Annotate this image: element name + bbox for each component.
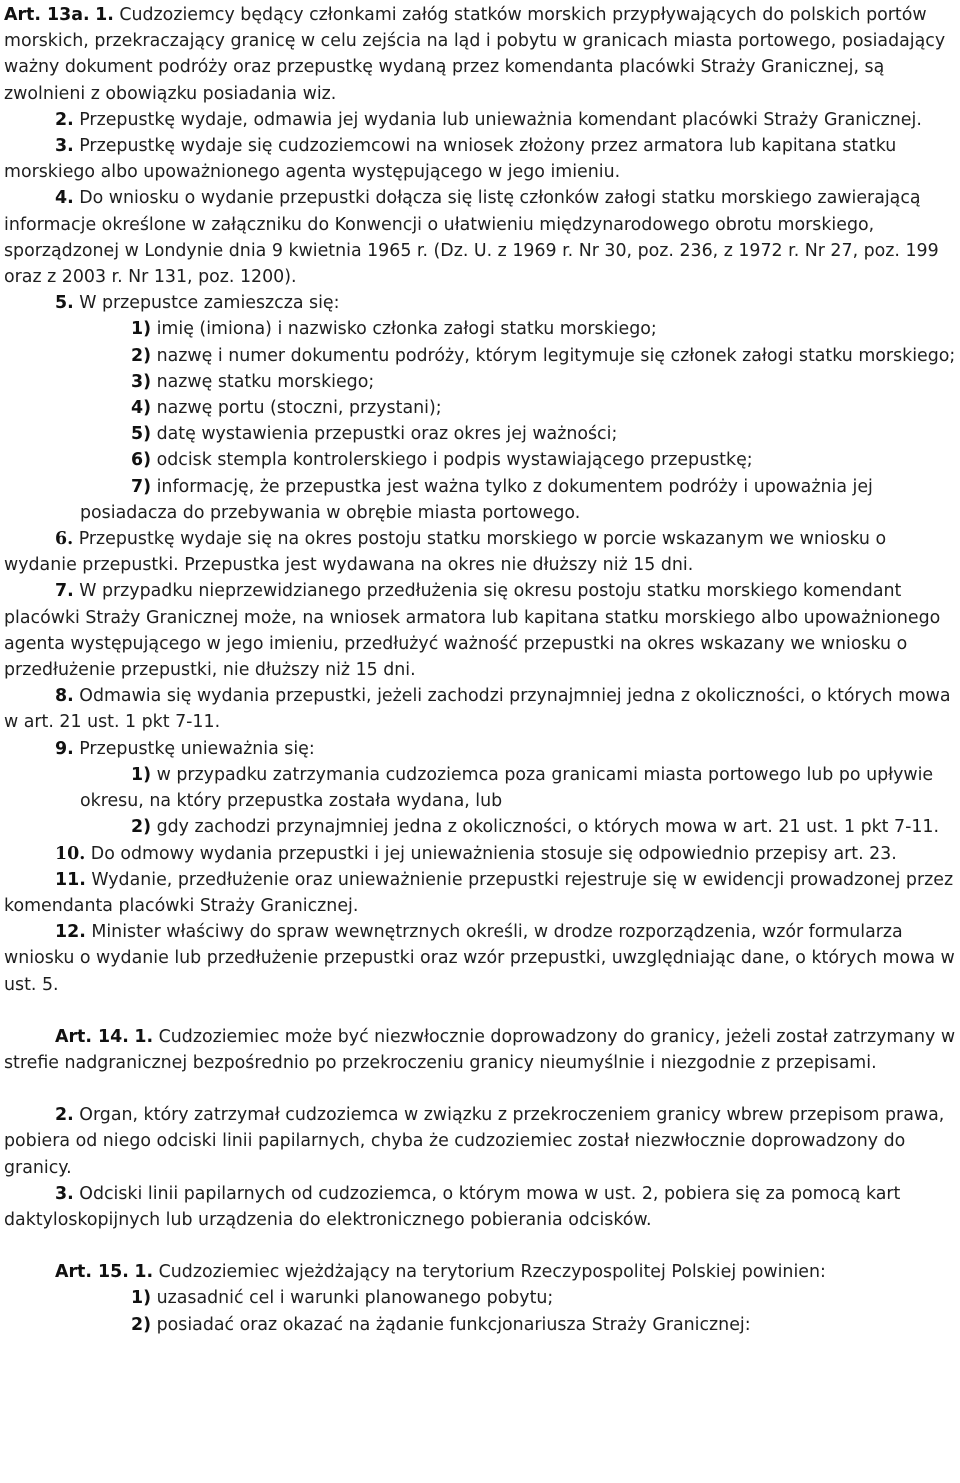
item-text: odcisk stempla kontrolerskiego i podpis wystawiającego przepustkę;	[156, 450, 753, 471]
para-number: 3.	[55, 136, 74, 157]
art13a-para-6	[4, 526, 956, 578]
item-text: gdy zachodzi przynajmniej jedna z okoliczności, o których mowa w art. 21 ust. 1 pkt 7-11.	[156, 817, 940, 838]
list-item	[4, 343, 956, 369]
para-number: 10.	[55, 843, 86, 864]
item-text: posiadać oraz okazać na żądanie funkcjonariusza Straży Granicznej:	[156, 1314, 751, 1335]
item-text: nazwę statku morskiego;	[156, 371, 375, 392]
para-text: Przepustkę wydaje się cudzoziemcowi na wniosek złożony przez armatora lub kapitana statku morskiego albo upoważnionego agenta występującego w jego imieniu.	[4, 136, 897, 183]
para-text: Odciski linii papilarnych od cudzoziemca, o którym mowa w ust. 2, pobiera się za pomocą kart daktyloskopijnych lub urządzenia do elektronicznego pobierania odcisków.	[4, 1183, 901, 1230]
para-number: 7.	[55, 581, 74, 602]
para-number: 11.	[55, 869, 86, 890]
item-number: 2)	[131, 345, 152, 366]
para-number: 4.	[55, 188, 74, 209]
item-number: 7)	[131, 476, 152, 497]
list-item	[4, 1312, 956, 1338]
art15-para-1	[4, 1259, 956, 1285]
document-page	[4, 2, 956, 1338]
para-number: 6.	[55, 529, 74, 550]
art13a-para-2	[4, 107, 956, 133]
para-text: Przepustkę wydaje, odmawia jej wydania lub unieważnia komendant placówki Straży Granicznej.	[79, 109, 922, 130]
para-text: Przepustkę wydaje się na okres postoju statku morskiego w porcie wskazanym we wniosku o wydanie przepustki. Przepustka jest wydawana na okres nie dłuższy niż 15 dni.	[4, 529, 887, 576]
art13a-para-12	[4, 919, 956, 998]
item-text: w przypadku zatrzymania cudzoziemca poza granicami miasta portowego lub po upływie okresu, na który przepustka została wydana, lub	[80, 764, 934, 812]
para-text: Do odmowy wydania przepustki i jej unieważnienia stosuje się odpowiednio przepisy art. 23.	[90, 843, 897, 864]
para-text: Odmawia się wydania przepustki, jeżeli zachodzi przynajmniej jedna z okoliczności, o których mowa w art. 21 ust. 1 pkt 7-11.	[4, 686, 951, 733]
item-text: datę wystawienia przepustki oraz okres jej ważności;	[156, 424, 618, 445]
article-heading: Art. 15.	[55, 1262, 129, 1283]
para-number: 12.	[55, 922, 86, 943]
item-text: nazwę portu (stoczni, przystani);	[156, 398, 442, 419]
para-number: 1.	[95, 5, 114, 25]
para-text: Do wniosku o wydanie przepustki dołącza się listę członków załogi statku morskiego zawierającą informacje określone w załączniku do Konwencji o ułatwieniu międzynarodowego obrotu morskiego, sporządzonej w Londynie dnia 9 kwietnia 1965 r. (Dz. U. z 1969 r. Nr 30, poz. 236, z 1972 r. Nr 27, poz. 199 oraz z 2003 r. Nr 131, poz. 1200).	[4, 188, 939, 288]
art13a-para-8	[4, 683, 956, 735]
item-number: 2)	[131, 1314, 152, 1335]
list-item	[4, 369, 956, 395]
item-number: 1)	[131, 319, 152, 340]
para-text: Przepustkę unieważnia się:	[79, 738, 315, 759]
item-text: nazwę i numer dokumentu podróży, którym legitymuje się członek załogi statku morskiego;	[156, 345, 956, 366]
item-number: 1)	[131, 764, 152, 785]
item-number: 2)	[131, 817, 152, 838]
art14-para-2	[4, 1102, 956, 1181]
para-text: Cudzoziemiec wjeżdżający na terytorium Rzeczypospolitej Polskiej powinien:	[158, 1262, 826, 1283]
para-text: Minister właściwy do spraw wewnętrznych określi, w drodze rozporządzenia, wzór formularza wniosku o wydanie lub przedłużenie przepustki oraz wzór przepustki, uwzględniając dane, o których mowa w ust. 5.	[4, 922, 955, 995]
item-text: uzasadnić cel i warunki planowanego pobytu;	[156, 1288, 554, 1309]
art14-para-3	[4, 1181, 956, 1233]
list-item	[4, 762, 956, 814]
item-number: 3)	[131, 371, 152, 392]
art13a-para-4	[4, 185, 956, 290]
list-item	[4, 447, 956, 473]
art13a-para-11	[4, 867, 956, 919]
para-text: W przypadku nieprzewidzianego przedłużenia się okresu postoju statku morskiego komendant placówki Straży Granicznej może, na wniosek armatora lub kapitana statku morskiego albo upoważnionego agenta występującego w jego imieniu, przedłużyć ważność przepustki na okres wskazany we wniosku o przedłużenie przepustki, nie dłuższy niż 15 dni.	[4, 581, 941, 681]
para-text: Wydanie, przedłużenie oraz unieważnienie przepustki rejestruje się w ewidencji prowadzonej przez komendanta placówki Straży Granicznej.	[4, 869, 954, 916]
list-item	[4, 814, 956, 840]
item-number: 4)	[131, 398, 152, 419]
para-number: 2.	[55, 109, 74, 130]
item-text: imię (imiona) i nazwisko członka załogi statku morskiego;	[156, 319, 657, 340]
para-number: 1.	[134, 1262, 154, 1283]
article-heading: Art. 13a.	[4, 5, 90, 25]
art13a-para-3	[4, 133, 956, 185]
para-number: 9.	[55, 738, 74, 759]
para-number: 8.	[55, 686, 74, 707]
list-item	[4, 1285, 956, 1311]
para-number: 3.	[55, 1183, 74, 1204]
item-number: 6)	[131, 450, 152, 471]
art13a-para-1	[4, 2, 956, 107]
list-item	[4, 316, 956, 342]
art13a-para-9	[4, 736, 956, 762]
list-item	[4, 395, 956, 421]
para-number: 1.	[134, 1026, 154, 1047]
para-text: Cudzoziemcy będący członkami załóg statków morskich przypływających do polskich portów morskich, przekraczający granicę w celu zejścia na ląd i pobytu w granicach miasta portowego, posiadający ważny dokument podróży oraz przepustkę wydaną przez komendanta placówki Straży Granicznej, są zwolnieni z obowiązku posiadania wiz.	[4, 5, 946, 104]
item-text: informację, że przepustka jest ważna tylko z dokumentem podróży i upoważnia jej posiadacza do przebywania w obrębie miasta portowego.	[80, 476, 873, 523]
art13a-para-10	[4, 841, 956, 867]
para-text: W przepustce zamieszcza się:	[79, 293, 340, 314]
list-item	[4, 421, 956, 447]
para-number: 2.	[55, 1105, 74, 1126]
list-item	[4, 474, 956, 526]
art13a-para-7	[4, 578, 956, 683]
art13a-para-5	[4, 290, 956, 316]
item-number: 5)	[131, 424, 152, 445]
para-number: 5.	[55, 293, 74, 314]
item-number: 1)	[131, 1288, 152, 1309]
para-text: Organ, który zatrzymał cudzoziemca w związku z przekroczeniem granicy wbrew przepisom prawa, pobiera od niego odciski linii papilarnych, chyba że cudzoziemiec został niezwłocznie doprowadzony do granicy.	[4, 1105, 945, 1178]
article-heading: Art. 14.	[55, 1026, 129, 1047]
para-text: Cudzoziemiec może być niezwłocznie doprowadzony do granicy, jeżeli został zatrzymany w strefie nadgranicznej bezpośrednio po przekroczeniu granicy nieumyślnie i niezgodnie z przepisami.	[4, 1026, 956, 1073]
art14-para-1	[4, 1024, 956, 1076]
